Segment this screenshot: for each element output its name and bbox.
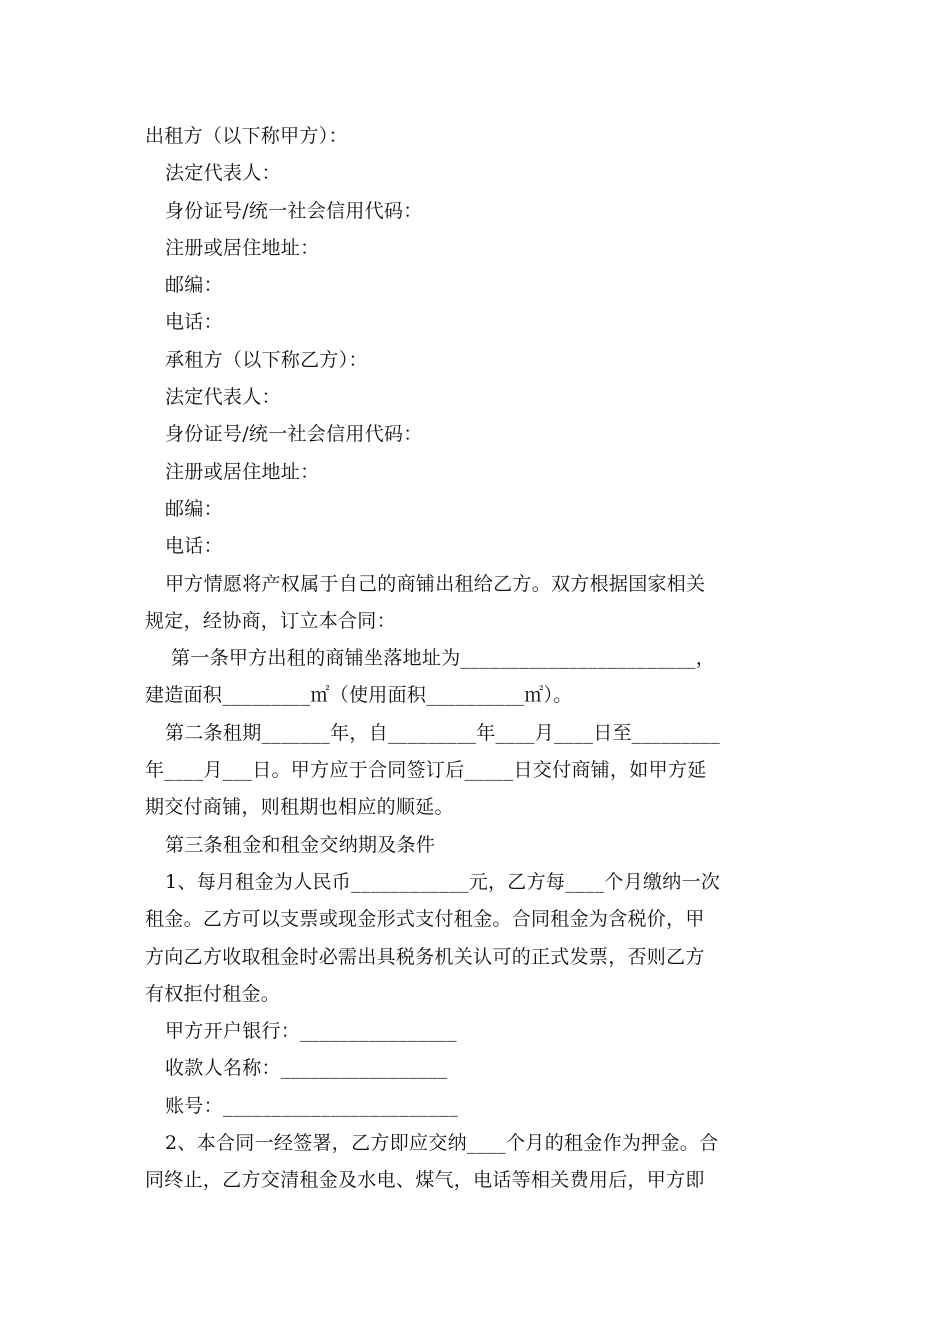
lessee-legal-representative: 法定代表人： xyxy=(165,386,281,409)
article-2-line-1: 第二条租期_______年，自_________年____月____日至_________ xyxy=(165,721,721,744)
article-3-2-line-1: 2、本合同一经签署，乙方即应交纳____个月的租金作为押金。合 xyxy=(165,1132,719,1155)
article-2-line-2: 年____月___日。甲方应于合同签订后_____日交付商铺，如甲方延 xyxy=(145,759,707,782)
intro-line-1: 甲方情愿将产权属于自己的商铺出租给乙方。双方根据国家相关 xyxy=(165,572,706,595)
article-3-1-line-1: 1、每月租金为人民币____________元，乙方每____个月缴纳一次 xyxy=(165,870,721,893)
payee-name: 收款人名称：_________________ xyxy=(165,1057,448,1080)
article-3-1-line-4: 有权拒付租金。 xyxy=(145,982,281,1005)
article-3-2-line-2: 同终止，乙方交清租金及水电、煤气，电话等相关费用后，甲方即 xyxy=(145,1169,705,1192)
lessee-address: 注册或居住地址： xyxy=(165,460,320,483)
article-2-line-3: 期交付商铺，则租期也相应的顺延。 xyxy=(145,796,454,819)
contract-document xyxy=(145,118,807,1200)
lessee-phone: 电话： xyxy=(165,535,223,558)
article-3-1-line-3: 方向乙方收取租金时必需出具税务机关认可的正式发票，否则乙方 xyxy=(145,945,705,968)
article-1-line-2: 建造面积_________㎡（使用面积__________㎡）。 xyxy=(145,684,573,707)
lessor-legal-representative: 法定代表人： xyxy=(165,162,281,185)
article-3-heading: 第三条租金和租金交纳期及条件 xyxy=(165,833,436,856)
lessee-postcode: 邮编： xyxy=(165,497,223,520)
lessor-address: 注册或居住地址： xyxy=(165,236,320,259)
lessee-id-number: 身份证号/统一社会信用代码： xyxy=(165,423,423,446)
lessor-phone: 电话： xyxy=(165,311,223,334)
intro-line-2: 规定，经协商，订立本合同： xyxy=(145,609,396,632)
article-1-line-1: 第一条甲方出租的商铺坐落地址为________________________， xyxy=(171,647,716,670)
lessor-id-number: 身份证号/统一社会信用代码： xyxy=(165,199,423,222)
lessor-bank: 甲方开户银行：________________ xyxy=(165,1020,457,1043)
article-3-1-line-2: 租金。乙方可以支票或现金形式支付租金。合同租金为含税价，甲 xyxy=(145,908,705,931)
lessee-heading: 承租方（以下称乙方）： xyxy=(165,348,368,371)
account-number: 账号：________________________ xyxy=(165,1094,459,1117)
lessor-postcode: 邮编： xyxy=(165,274,223,297)
lessor-heading: 出租方（以下称甲方）： xyxy=(145,125,348,147)
